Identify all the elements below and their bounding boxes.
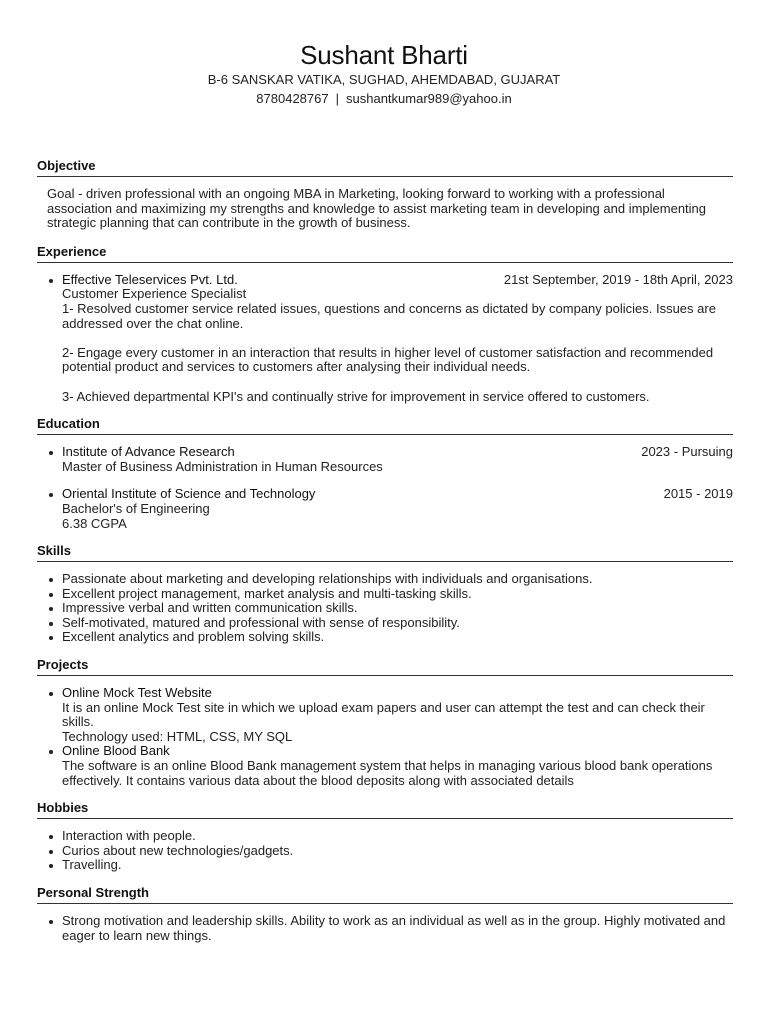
personal-strength-list — [47, 914, 733, 943]
employment-dates: 21st September, 2019 - 18th April, 2023 — [503, 271, 733, 287]
degree-name: Master of Business Administration in Human Resources — [62, 458, 383, 474]
education-header — [62, 445, 733, 460]
skill-item: Excellent project management, market analysis and multi-tasking skills. — [47, 587, 733, 602]
responsibility-text: 1- Resolved customer service related issues, questions and concerns as dictated by company policies. Issues are addressed over the chat online. — [62, 300, 716, 331]
education-list — [47, 445, 733, 531]
project-name: Online Mock Test Website — [62, 685, 212, 701]
project-item — [47, 744, 733, 788]
strength-item: Strong motivation and leadership skills. Ability to work as an individual as well as in the group. Highly motivated and eager to learn new things. — [47, 914, 733, 943]
projects-heading: Projects — [37, 657, 89, 673]
responsibility-text: 3- Achieved departmental KPI's and continually strive for improvement in service offered to customers. — [62, 388, 650, 404]
projects-list — [47, 686, 733, 788]
experience-header — [62, 273, 733, 288]
objective-heading: Objective — [37, 158, 96, 173]
contact-line — [0, 91, 768, 106]
hobbies-section — [37, 800, 733, 873]
project-description: It is an online Mock Test site in which we upload exam papers and user can attempt the test and can check their skills. — [62, 699, 705, 730]
education-section — [37, 416, 733, 531]
skill-item: Excellent analytics and problem solving skills. — [47, 630, 733, 645]
projects-section — [37, 657, 733, 788]
objective-text: Goal - driven professional with an ongoing MBA in Marketing, looking forward to working with a professional association and maximizing my strengths and knowledge to assist marketing team in developing and implementing strategic planning that can contribute in the growth of business. — [47, 186, 707, 231]
skill-item: Self-motivated, matured and professional with sense of responsibility. — [47, 616, 733, 631]
hobbies-list — [47, 829, 733, 873]
paragraph-spacer — [62, 331, 733, 346]
hobbies-heading: Hobbies — [37, 800, 89, 816]
project-technology: Technology used: HTML, CSS, MY SQL — [62, 728, 293, 744]
responsibility-text: 2- Engage every customer in an interaction that results in higher level of customer satisfaction and recommended potential product and services to customers after analysing their individual needs. — [62, 344, 714, 375]
project-description: The software is an online Blood Bank management system that helps in managing various blood bank operations effectively. It contains various data about the blood deposits along with associated details — [62, 758, 713, 788]
personal-strength-section — [37, 885, 733, 943]
education-item — [47, 487, 733, 531]
paragraph-spacer — [62, 375, 733, 390]
institute-name: Oriental Institute of Science and Technology — [62, 486, 316, 502]
experience-heading: Experience — [37, 243, 107, 259]
experience-list — [47, 273, 733, 404]
grade-value: 6.38 CGPA — [62, 515, 127, 531]
resume-header — [0, 0, 768, 106]
skill-item: Impressive verbal and written communication skills. — [47, 601, 733, 616]
education-dates: 2015 - 2019 — [663, 486, 733, 502]
education-header — [62, 487, 733, 502]
objective-section — [37, 158, 733, 231]
experience-section — [37, 243, 733, 404]
skills-section — [37, 543, 733, 645]
job-role: Customer Experience Specialist — [62, 286, 247, 302]
degree-name: Bachelor's of Engineering — [62, 500, 210, 516]
project-item — [47, 686, 733, 744]
candidate-name: Sushant Bharti — [300, 40, 468, 70]
skills-heading: Skills — [37, 543, 71, 559]
project-name: Online Blood Bank — [62, 743, 170, 759]
hobby-item: Interaction with people. — [47, 829, 733, 844]
hobby-item: Travelling. — [47, 858, 733, 873]
institute-name: Institute of Advance Research — [62, 444, 235, 460]
hobby-item: Curios about new technologies/gadgets. — [47, 844, 733, 859]
email-address: sushantkumar989@yahoo.in — [346, 91, 512, 106]
company-name: Effective Teleservices Pvt. Ltd. — [62, 271, 238, 287]
education-item — [47, 445, 733, 474]
education-dates: 2023 - Pursuing — [641, 444, 733, 460]
skills-list — [47, 572, 733, 645]
candidate-address: B-6 SANSKAR VATIKA, SUGHAD, AHEMDABAD, GUJARAT — [207, 72, 561, 87]
experience-item — [47, 273, 733, 404]
skill-item: Passionate about marketing and developing relationships with individuals and organisations. — [47, 572, 733, 587]
phone-number: 8780428767 — [256, 91, 329, 106]
personal-strength-heading: Personal Strength — [37, 885, 149, 900]
contact-separator: | — [335, 91, 339, 106]
education-heading: Education — [37, 416, 100, 432]
